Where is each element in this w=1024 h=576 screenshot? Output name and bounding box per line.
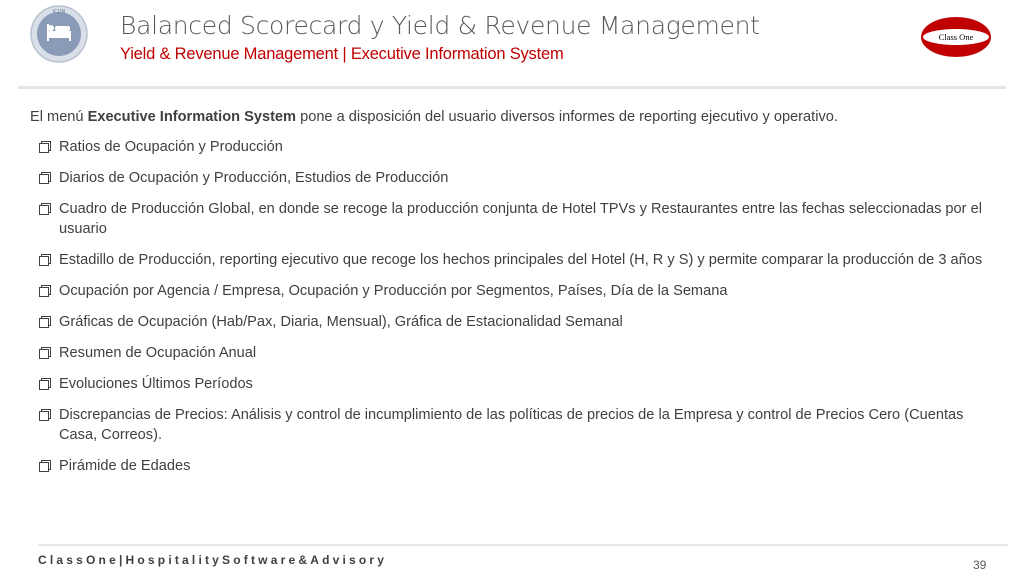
list-item-text: Diarios de Ocupación y Producción, Estudios de Producción	[59, 170, 449, 186]
class-one-logo-text: Class One	[938, 32, 974, 42]
list-item	[30, 374, 995, 394]
list-item	[30, 199, 995, 239]
checkbox-icon	[39, 316, 51, 328]
list-item-text: Ratios de Ocupación y Producción	[59, 139, 283, 155]
hotel-logo-text: ICON	[52, 9, 66, 15]
intro-bold: Executive Information System	[87, 109, 297, 125]
checkbox-icon	[39, 141, 51, 153]
intro-paragraph	[30, 107, 995, 127]
checkbox-icon	[39, 203, 51, 215]
hotel-logo	[30, 4, 88, 64]
page-number: 39	[973, 558, 987, 572]
slide-content	[30, 107, 995, 487]
list-item	[30, 168, 995, 188]
list-item	[30, 343, 995, 363]
intro-prefix: El menú	[30, 109, 88, 125]
header-divider	[18, 86, 1006, 89]
list-item-text: Resumen de Ocupación Anual	[59, 345, 257, 361]
list-item-text: Cuadro de Producción Global, en donde se recoge la producción conjunta de Hotel TPVs y Restaurantes entre las fechas seleccionadas por el usuario	[59, 201, 982, 237]
checkbox-icon	[39, 285, 51, 297]
list-item	[30, 250, 995, 270]
list-item	[30, 456, 995, 476]
page-subtitle: Yield & Revenue Management | Executive Information System	[120, 45, 564, 63]
list-item	[30, 312, 995, 332]
checkbox-icon	[39, 254, 51, 266]
page-title: Balanced Scorecard y Yield & Revenue Management	[120, 11, 760, 40]
list-item	[30, 405, 995, 445]
list-item-text: Estadillo de Producción, reporting ejecutivo que recoge los hechos principales del Hotel (H, R y S) y permite comparar la producción de 3 años	[59, 252, 983, 268]
list-item-text: Evoluciones Últimos Períodos	[59, 376, 253, 392]
checkbox-icon	[39, 378, 51, 390]
list-item-text: Pirámide de Edades	[59, 458, 191, 474]
checkbox-icon	[39, 172, 51, 184]
list-item-text: Gráficas de Ocupación (Hab/Pax, Diaria, Mensual), Gráfica de Estacionalidad Semanal	[59, 314, 623, 330]
list-item	[30, 137, 995, 157]
footer-divider	[38, 544, 1008, 546]
list-item	[30, 281, 995, 301]
checkbox-icon	[39, 460, 51, 472]
bed-icon	[30, 4, 88, 64]
report-list	[30, 137, 995, 476]
checkbox-icon	[39, 409, 51, 421]
list-item-text: Ocupación por Agencia / Empresa, Ocupación y Producción por Segmentos, Países, Día de la Semana	[59, 283, 728, 299]
intro-suffix: pone a disposición del usuario diversos informes de reporting ejecutivo y operativo.	[296, 109, 838, 125]
checkbox-icon	[39, 347, 51, 359]
footer-tagline: ClassOne|HospitalitySoftware&Advisory	[38, 553, 388, 567]
list-item-text: Discrepancias de Precios: Análisis y control de incumplimiento de las políticas de precios de la Empresa y control de Precios Cero (Cuentas Casa, Correos).	[59, 407, 964, 443]
class-one-logo	[919, 15, 993, 59]
